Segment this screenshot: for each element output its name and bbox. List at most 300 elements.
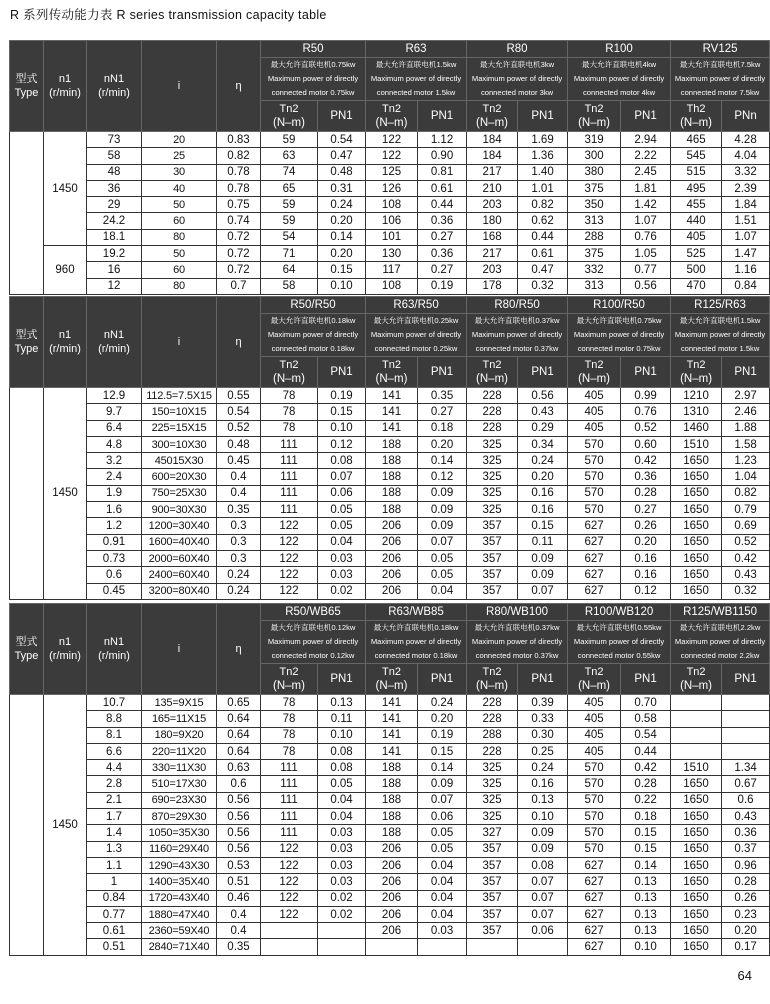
table-cell: 0.22	[621, 792, 671, 808]
table-cell: 405	[568, 711, 621, 727]
motor-power-line: connected motor 0.18kw	[271, 344, 355, 353]
table-cell: 71	[261, 246, 318, 262]
table-cell: 125	[366, 164, 418, 180]
table-cell: 0.52	[621, 420, 671, 436]
table-cell: 78	[261, 711, 318, 727]
table-cell: 0.24	[217, 567, 261, 583]
table-cell: 122	[261, 518, 318, 534]
torque-header	[261, 101, 318, 132]
ratio-header: i	[142, 297, 217, 388]
table-cell: 0.11	[318, 711, 366, 727]
table-cell: 2.97	[722, 388, 770, 404]
table-cell: 0.26	[621, 518, 671, 534]
table-cell: 141	[366, 743, 418, 759]
table-cell: 0.43	[722, 567, 770, 583]
table-cell: 206	[366, 583, 418, 599]
table-cell: 0.02	[318, 890, 366, 906]
table-cell: 1210	[671, 388, 722, 404]
table-cell: 106	[366, 213, 418, 229]
table-cell: 168	[467, 229, 518, 245]
table-cell: 0.69	[722, 518, 770, 534]
torque-symbol: Tn2	[382, 359, 401, 371]
table-cell: 0.84	[87, 890, 142, 906]
table-cell: 325	[467, 792, 518, 808]
motor-power-line: 最大允许直联电机2.2kw	[679, 623, 761, 632]
table-cell: 1650	[671, 923, 722, 939]
table-cell: 1650	[671, 825, 722, 841]
table-row	[10, 469, 770, 485]
type-header	[10, 604, 44, 695]
table-cell: 0.07	[518, 583, 568, 599]
table-cell: 570	[568, 502, 621, 518]
table-cell: 225=15X15	[142, 420, 217, 436]
table-cell: 0.54	[217, 404, 261, 420]
table-row	[10, 132, 770, 148]
group-name: R125/R63	[671, 297, 770, 314]
table-cell: 1.40	[518, 164, 568, 180]
power-header: PN1	[418, 664, 467, 695]
table-cell: 495	[671, 180, 722, 196]
n1-value: 960	[44, 246, 87, 295]
group-name: R100	[568, 41, 671, 58]
group-motor-power	[671, 621, 770, 664]
table-cell: 0.47	[318, 148, 366, 164]
motor-power-line: 最大允许直联电机1.5kw	[375, 60, 457, 69]
group-motor-power	[467, 58, 568, 101]
table-cell: 357	[467, 518, 518, 534]
motor-power-line: connected motor 0.55kw	[577, 651, 661, 660]
table-cell: 1.88	[722, 420, 770, 436]
table-cell: 0.54	[318, 132, 366, 148]
table-cell: 0.04	[418, 906, 467, 922]
table-cell	[722, 711, 770, 727]
table-cell: 12.9	[87, 388, 142, 404]
power-header: PN1	[418, 101, 467, 132]
table-cell: 0.27	[621, 502, 671, 518]
efficiency-header: η	[217, 604, 261, 695]
table-row	[10, 246, 770, 262]
torque-symbol: Tn2	[279, 103, 299, 115]
table-cell: 0.07	[418, 534, 467, 550]
table-cell: 206	[366, 534, 418, 550]
table-cell: 0.20	[621, 534, 671, 550]
table-cell: 1.05	[621, 246, 671, 262]
table-cell: 0.08	[318, 760, 366, 776]
table-cell: 1.58	[722, 436, 770, 452]
table-cell: 141	[366, 695, 418, 711]
table-cell: 122	[366, 148, 418, 164]
table-cell: 357	[467, 534, 518, 550]
table-cell: 4.8	[87, 436, 142, 452]
table-cell: 108	[366, 197, 418, 213]
table-cell: 3.32	[722, 164, 770, 180]
motor-power-line: Maximum power of directly	[573, 74, 665, 83]
table-cell: 0.16	[621, 567, 671, 583]
table-cell: 1650	[671, 550, 722, 566]
table-cell	[671, 711, 722, 727]
table-cell: 228	[467, 711, 518, 727]
group-motor-power	[366, 621, 467, 664]
table-cell: 330=11X30	[142, 760, 217, 776]
table-cell: 112.5=7.5X15	[142, 388, 217, 404]
table-cell: 0.10	[318, 278, 366, 294]
table-cell: 0.05	[318, 776, 366, 792]
table-cell	[318, 939, 366, 955]
table-cell: 570	[568, 469, 621, 485]
motor-power-line: Maximum power of directly	[471, 637, 563, 646]
motor-power-line: connected motor 2.2kw	[680, 651, 760, 660]
table-cell: 1050=35X30	[142, 825, 217, 841]
table-cell: 0.76	[621, 229, 671, 245]
table-cell: 1.34	[722, 760, 770, 776]
table-cell: 74	[261, 164, 318, 180]
table-cell: 0.62	[518, 213, 568, 229]
motor-power-line: 最大允许直联电机0.75kw	[576, 316, 662, 325]
table-cell	[671, 727, 722, 743]
table-cell	[467, 939, 518, 955]
table-cell: 570	[568, 453, 621, 469]
motor-power-line: 最大允许直联电机0.37kw	[474, 316, 560, 325]
table-cell: 141	[366, 420, 418, 436]
table-cell: 405	[568, 420, 621, 436]
table-cell: 1.51	[722, 213, 770, 229]
table-cell: 1650	[671, 567, 722, 583]
table-cell: 375	[568, 246, 621, 262]
efficiency-header: η	[217, 297, 261, 388]
group-name: RV125	[671, 41, 770, 58]
table-cell: 288	[568, 229, 621, 245]
table-cell: 0.02	[318, 583, 366, 599]
table-cell: 122	[261, 567, 318, 583]
table-cell: 0.25	[518, 743, 568, 759]
table-cell: 188	[366, 760, 418, 776]
table-row	[10, 534, 770, 550]
table-cell: 1650	[671, 906, 722, 922]
table-cell: 300	[568, 148, 621, 164]
table-cell: 2.45	[621, 164, 671, 180]
table-cell: 0.08	[318, 453, 366, 469]
table-cell: 10.7	[87, 695, 142, 711]
motor-power-line: Maximum power of directly	[674, 637, 766, 646]
nn1-symbol: nN1	[103, 73, 125, 85]
table-row	[10, 550, 770, 566]
table-cell: 18.1	[87, 229, 142, 245]
torque-symbol: Tn2	[584, 103, 604, 115]
table-cell: 206	[366, 518, 418, 534]
torque-unit: (N–m)	[578, 680, 611, 692]
table-cell: 0.55	[217, 388, 261, 404]
table-cell: 357	[467, 923, 518, 939]
table-cell: 0.23	[722, 906, 770, 922]
page-title: R 系列传动能力表 R series transmission capacity table	[10, 8, 327, 22]
table-cell: 0.03	[318, 567, 366, 583]
table-cell: 0.04	[418, 857, 467, 873]
table-cell: 206	[366, 550, 418, 566]
table-cell: 2360=59X40	[142, 923, 217, 939]
table-cell: 4.28	[722, 132, 770, 148]
table-cell: 570	[568, 825, 621, 841]
table-cell: 1.2	[87, 518, 142, 534]
table-cell: 627	[568, 874, 621, 890]
table-cell: 0.77	[621, 262, 671, 278]
group-name: R63/R50	[366, 297, 467, 314]
table-cell: 0.4	[217, 469, 261, 485]
n1-unit: (r/min)	[49, 343, 81, 355]
table-cell: 0.91	[87, 534, 142, 550]
table-cell: 0.84	[722, 278, 770, 294]
table-cell: 0.65	[217, 695, 261, 711]
table-cell: 1290=43X30	[142, 857, 217, 873]
table-cell: 0.42	[621, 453, 671, 469]
table-row	[10, 262, 770, 278]
table-cell: 0.10	[318, 727, 366, 743]
table-cell	[366, 939, 418, 955]
group-name: R50/R50	[261, 297, 366, 314]
table-cell	[722, 695, 770, 711]
table-cell: 1.81	[621, 180, 671, 196]
table-cell: 0.09	[418, 518, 467, 534]
table-cell: 0.15	[621, 841, 671, 857]
type-header-zh: 型式	[15, 636, 38, 648]
table-cell: 50	[142, 197, 217, 213]
table-cell: 0.05	[418, 825, 467, 841]
table-row	[10, 857, 770, 873]
table-cell: 188	[366, 436, 418, 452]
table-cell: 1650	[671, 518, 722, 534]
table-cell: 122	[261, 534, 318, 550]
table-cell: 0.39	[518, 695, 568, 711]
table-cell: 627	[568, 906, 621, 922]
table-cell: 9.7	[87, 404, 142, 420]
table-cell: 0.82	[722, 485, 770, 501]
table-cell: 1650	[671, 857, 722, 873]
table-cell: 0.05	[418, 550, 467, 566]
table-cell: 0.04	[318, 792, 366, 808]
table-cell: 327	[467, 825, 518, 841]
table-cell: 0.44	[518, 229, 568, 245]
motor-power-line: 最大允许直联电机0.12kw	[270, 623, 356, 632]
group-name: R63	[366, 41, 467, 58]
table-cell: 0.17	[722, 939, 770, 955]
table-cell: 0.28	[621, 485, 671, 501]
type-header	[10, 297, 44, 388]
torque-symbol: Th2	[686, 103, 706, 115]
table-cell: 122	[261, 841, 318, 857]
table-cell: 0.15	[318, 262, 366, 278]
table-cell: 78	[261, 727, 318, 743]
table-cell: 0.13	[318, 695, 366, 711]
table-cell: 0.27	[418, 262, 467, 278]
power-header: PN1	[318, 664, 366, 695]
table-cell: 0.06	[418, 809, 467, 825]
table-cell: 1650	[671, 792, 722, 808]
torque-symbol: Tn2	[482, 666, 502, 678]
motor-power-line: Maximum power of directly	[471, 330, 563, 339]
group-name: R63/WB85	[366, 604, 467, 621]
table-cell: 0.6	[87, 567, 142, 583]
table-cell: 0.02	[318, 906, 366, 922]
type-header-en: Type	[14, 343, 39, 355]
table-cell: 0.4	[217, 923, 261, 939]
table-cell: 1400=35X40	[142, 874, 217, 890]
table-cell: 78	[261, 404, 318, 420]
table-cell: 0.58	[621, 711, 671, 727]
table-cell: 2.39	[722, 180, 770, 196]
table-cell: 627	[568, 567, 621, 583]
table-cell: 405	[568, 404, 621, 420]
torque-header	[366, 664, 418, 695]
table-cell: 80	[142, 229, 217, 245]
table-cell: 78	[261, 695, 318, 711]
table-cell: 184	[467, 132, 518, 148]
table-cell: 165=11X15	[142, 711, 217, 727]
table-cell: 0.09	[518, 841, 568, 857]
table-cell: 0.09	[518, 825, 568, 841]
table-cell: 8.8	[87, 711, 142, 727]
table-cell: 111	[261, 825, 318, 841]
table-cell: 0.60	[621, 436, 671, 452]
table-cell: 0.14	[621, 857, 671, 873]
table-cell: 0.04	[418, 874, 467, 890]
table-cell: 0.06	[518, 923, 568, 939]
table-cell: 500	[671, 262, 722, 278]
table-cell: 4.4	[87, 760, 142, 776]
table-cell: 1650	[671, 534, 722, 550]
table-cell: 0.20	[518, 469, 568, 485]
torque-header	[568, 101, 621, 132]
table-cell: 357	[467, 567, 518, 583]
table-cell: 188	[366, 825, 418, 841]
motor-power-line: 最大允许直联电机0.18kw	[373, 623, 459, 632]
table-cell: 1.04	[722, 469, 770, 485]
table-cell: 0.52	[217, 420, 261, 436]
table-cell: 19.2	[87, 246, 142, 262]
table-cell: 1.16	[722, 262, 770, 278]
group-motor-power	[261, 621, 366, 664]
table-cell: 48	[87, 164, 142, 180]
table-row	[10, 923, 770, 939]
table-cell: 0.03	[418, 923, 467, 939]
table-cell: 188	[366, 502, 418, 518]
table-cell: 0.99	[621, 388, 671, 404]
table-cell: 1720=43X40	[142, 890, 217, 906]
table-cell: 0.07	[518, 906, 568, 922]
table-cell: 319	[568, 132, 621, 148]
table-cell: 0.15	[318, 404, 366, 420]
table-cell: 0.3	[217, 518, 261, 534]
torque-unit: (N–m)	[476, 373, 508, 385]
table-cell: 59	[261, 213, 318, 229]
group-name: R100/WB120	[568, 604, 671, 621]
capacity-table-r-series	[9, 40, 770, 295]
table-cell: 135=9X15	[142, 695, 217, 711]
table-cell: 357	[467, 906, 518, 922]
table-cell: 0.70	[621, 695, 671, 711]
table-row	[10, 760, 770, 776]
table-cell: 325	[467, 453, 518, 469]
torque-header	[261, 664, 318, 695]
table-cell: 188	[366, 453, 418, 469]
table-cell: 0.61	[418, 180, 467, 196]
table-cell: 206	[366, 857, 418, 873]
table-cell: 50	[142, 246, 217, 262]
table-cell: 0.15	[621, 825, 671, 841]
table-cell: 206	[366, 841, 418, 857]
table-cell: 40	[142, 180, 217, 196]
table-cell: 627	[568, 550, 621, 566]
table-cell: 0.77	[87, 906, 142, 922]
table-cell: 45015X30	[142, 453, 217, 469]
table-cell: 0.14	[418, 760, 467, 776]
nn1-header	[87, 604, 142, 695]
table-cell: 0.06	[318, 485, 366, 501]
table-cell: 0.4	[217, 485, 261, 501]
table-cell: 325	[467, 760, 518, 776]
table-cell: 1650	[671, 583, 722, 599]
power-header: PN1	[621, 101, 671, 132]
table-cell: 6.4	[87, 420, 142, 436]
table-row	[10, 180, 770, 196]
table-cell: 1.42	[621, 197, 671, 213]
table-cell: 0.20	[722, 923, 770, 939]
torque-unit: (N–m)	[680, 117, 713, 129]
n1-value: 1450	[44, 132, 87, 246]
table-cell: 54	[261, 229, 318, 245]
table-cell: 570	[568, 760, 621, 776]
table-cell: 228	[467, 404, 518, 420]
motor-power-line: Maximum power of directly	[471, 74, 563, 83]
table-row	[10, 711, 770, 727]
table-cell: 570	[568, 776, 621, 792]
table-cell: 1650	[671, 776, 722, 792]
torque-symbol: Tn2	[686, 666, 706, 678]
table-cell: 188	[366, 809, 418, 825]
table-cell: 1.4	[87, 825, 142, 841]
table-cell: 0.03	[318, 841, 366, 857]
table-cell: 545	[671, 148, 722, 164]
table-cell: 300=10X30	[142, 436, 217, 452]
table-row	[10, 148, 770, 164]
torque-unit: (N–m)	[476, 117, 508, 129]
torque-symbol: Tn2	[382, 666, 401, 678]
type-header-zh: 型式	[15, 73, 38, 85]
table-cell: 0.07	[418, 792, 467, 808]
table-cell: 1600=40X40	[142, 534, 217, 550]
table-cell: 332	[568, 262, 621, 278]
motor-power-line: 最大允许直联电机1.5kw	[679, 316, 761, 325]
table-cell: 0.12	[318, 436, 366, 452]
table-cell: 0.20	[418, 436, 467, 452]
table-cell: 0.13	[621, 890, 671, 906]
table-cell	[722, 743, 770, 759]
table-cell: 0.44	[418, 197, 467, 213]
table-cell: 59	[261, 132, 318, 148]
table-cell: 0.09	[418, 485, 467, 501]
power-header: PN1	[621, 357, 671, 388]
torque-unit: (N–m)	[680, 680, 713, 692]
motor-power-line: connected motor 0.37kw	[475, 651, 559, 660]
table-cell: 122	[261, 857, 318, 873]
table-cell: 59	[261, 197, 318, 213]
group-motor-power	[467, 314, 568, 357]
power-header: PN1	[518, 357, 568, 388]
table-cell	[518, 939, 568, 955]
table-row	[10, 841, 770, 857]
table-cell: 1.23	[722, 453, 770, 469]
torque-header	[467, 101, 518, 132]
table-cell: 1.12	[418, 132, 467, 148]
torque-header	[467, 664, 518, 695]
